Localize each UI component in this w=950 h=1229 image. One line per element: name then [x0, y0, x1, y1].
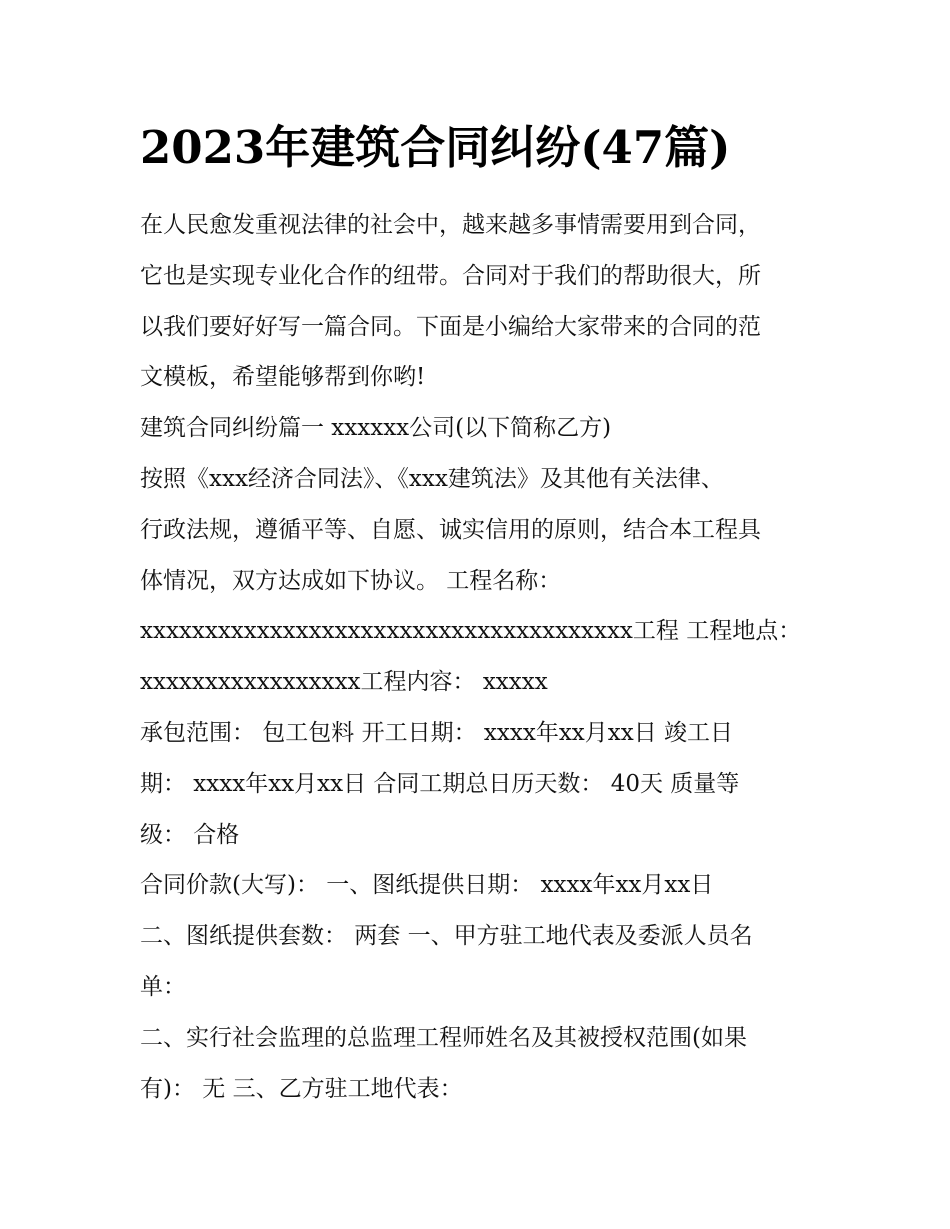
body-line-14: 合同价款(大写)： 一、图纸提供日期： xxxx年xx月xx日	[140, 872, 714, 899]
document-title: 2023年建筑合同纠纷(47篇)	[140, 121, 731, 174]
body-line-4: 文模板，希望能够帮到你哟!	[140, 364, 426, 391]
body-line-1: 在人民愈发重视法律的社会中，越来越多事情需要用到合同，	[140, 212, 761, 238]
body-line-15: 二、图纸提供套数： 两套 一、甲方驻工地代表及委派人员名	[140, 923, 753, 950]
body-line-9: xxxxxxxxxxxxxxxxxxxxxxxxxxxxxxxxxxxxxx工程 工程地点：	[140, 618, 802, 645]
body-line-17: 二、实行社会监理的总监理工程师姓名及其被授权范围(如果	[140, 1024, 747, 1051]
body-line-5: 建筑合同纠纷篇一 xxxxxx公司(以下简称乙方)	[140, 415, 612, 442]
body-line-12: 期： xxxx年xx月xx日 合同工期总日历天数： 40天 质量等	[140, 770, 740, 797]
body-line-18: 有)： 无 三、乙方驻工地代表：	[140, 1075, 463, 1102]
body-line-13: 级： 合格	[140, 821, 240, 848]
body-line-3: 以我们要好好写一篇合同。下面是小编给大家带来的合同的范	[140, 313, 761, 340]
body-line-8: 体情况，双方达成如下协议。 工程名称：	[140, 567, 562, 594]
body-line-2: 它也是实现专业化合作的纽带。合同对于我们的帮助很大，所	[140, 262, 761, 289]
document-body	[140, 200, 820, 1114]
body-line-7: 行政法规，遵循平等、自愿、诚实信用的原则，结合本工程具	[140, 516, 761, 543]
body-line-11: 承包范围： 包工包料 开工日期： xxxx年xx月xx日 竣工日	[140, 719, 734, 746]
body-line-16: 单：	[140, 973, 186, 1000]
body-line-10: xxxxxxxxxxxxxxxxx工程内容： xxxxx	[140, 669, 548, 696]
body-line-6: 按照《xxx经济合同法》、《xxx建筑法》及其他有关法律、	[140, 465, 724, 492]
